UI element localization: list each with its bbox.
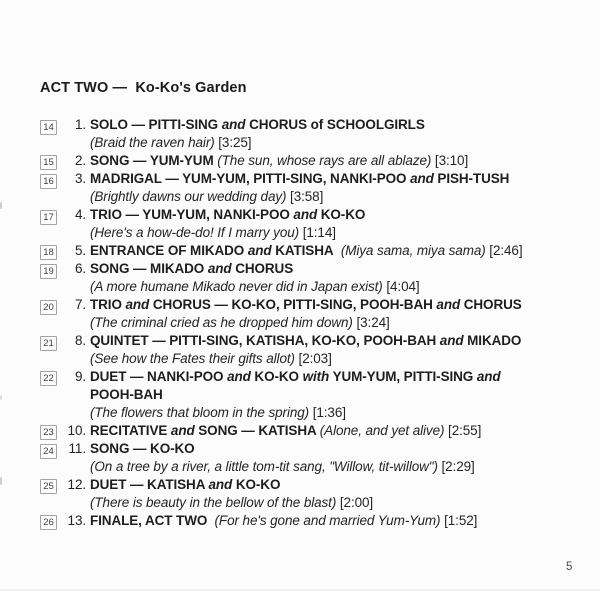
track-title-line [90, 422, 600, 440]
track-subtitle-line [90, 494, 600, 512]
cd-track-number-badge: 14 [40, 120, 57, 135]
track-title-line [90, 512, 600, 530]
track-text [86, 296, 600, 332]
text-segment: (Brightly dawns our wedding day) [90, 189, 287, 205]
text-segment: [1:52] [440, 512, 478, 528]
text-segment: POOH-BAH [90, 386, 163, 402]
cd-index-cell [40, 332, 58, 368]
text-segment: (For he's gone and married Yum-Yum) [207, 512, 441, 528]
cd-track-number-badge: 22 [40, 371, 57, 386]
text-segment: (On a tree by a river, a little tom-tit sang, "Willow, tit-willow") [90, 459, 438, 474]
track-title-line [90, 368, 600, 386]
text-segment: SOLO — PITTI-SING [90, 117, 222, 132]
track-title-line [90, 260, 600, 278]
text-segment: and [227, 368, 251, 384]
cd-index-cell [40, 368, 58, 422]
text-segment: (See how the Fates their gifts allot) [90, 350, 295, 366]
text-segment: [3:24] [352, 315, 390, 331]
text-segment: [3:58] [286, 189, 324, 205]
track-text [86, 440, 600, 476]
cd-track-number-badge: 21 [40, 336, 57, 351]
act-heading: ACT TWO — Ko-Ko's Garden [40, 80, 247, 96]
text-segment: [3:25] [214, 134, 252, 150]
track-subtitle-line [90, 314, 600, 332]
track-text [86, 152, 600, 171]
cd-index-cell [40, 152, 58, 171]
cd-track-number-badge: 26 [40, 515, 57, 530]
cd-index-cell [40, 422, 58, 441]
track-row [0, 116, 600, 152]
text-segment: QUINTET — PITTI-SING, KATISHA, KO-KO, POOH-BAH [90, 333, 440, 349]
track-number: 3. [74, 171, 86, 187]
track-row [0, 368, 600, 422]
track-row [0, 242, 600, 261]
text-segment: and [125, 297, 150, 313]
track-number: 13. [67, 512, 86, 528]
text-segment: (The flowers that bloom in the spring) [90, 404, 310, 420]
track-subtitle-line [90, 386, 600, 404]
text-segment: [3:10] [431, 152, 469, 168]
text-segment: KATISHA [271, 242, 334, 258]
track-row [0, 170, 600, 206]
text-segment: and [293, 207, 318, 223]
text-segment: [1:36] [309, 404, 346, 420]
track-text [86, 476, 600, 512]
track-row [0, 332, 600, 368]
text-segment: [2:03] [294, 350, 332, 366]
track-number: 11. [68, 441, 86, 457]
track-title-line [90, 440, 600, 458]
text-segment: ENTRANCE OF MIKADO [90, 242, 248, 258]
track-row [0, 422, 600, 441]
track-text [86, 206, 600, 242]
track-title-line [90, 170, 600, 188]
text-segment: KO-KO [317, 207, 366, 223]
cd-track-number-badge: 24 [40, 444, 57, 459]
track-subtitle-line [90, 188, 600, 206]
cd-track-number-badge: 18 [40, 245, 57, 260]
text-segment: (A more humane Mikado never did in Japan exist) [90, 279, 383, 295]
track-text [86, 170, 600, 206]
text-segment: CHORUS [460, 297, 522, 313]
track-row [0, 440, 600, 476]
track-text [86, 368, 600, 422]
text-segment: [2:00] [336, 494, 374, 510]
track-number: 10. [67, 422, 86, 438]
cd-track-number-badge: 25 [40, 479, 57, 494]
scan-artifact [0, 202, 2, 209]
track-subtitle-line [90, 134, 600, 152]
track-subtitle-line [90, 278, 600, 296]
track-row [0, 260, 600, 296]
track-number: 2. [74, 152, 86, 168]
text-segment: SONG — KO-KO [90, 441, 195, 457]
text-segment: CHORUS [231, 261, 294, 277]
track-subtitle-line [90, 350, 600, 368]
track-subtitle-line [90, 404, 600, 422]
track-number: 8. [74, 333, 86, 349]
text-segment: and [439, 333, 464, 349]
text-segment: and [221, 117, 246, 132]
text-segment: CHORUS of SCHOOLGIRLS [245, 117, 425, 132]
cd-track-number-badge: 16 [40, 174, 57, 189]
text-segment: RECITATIVE [90, 422, 171, 438]
text-segment: and [476, 368, 501, 384]
text-segment: and [410, 171, 434, 187]
text-segment: (Here's a how-de-do! If I marry you) [90, 225, 300, 241]
page-number: 5 [566, 561, 573, 573]
text-segment: [2:55] [444, 422, 482, 438]
cd-index-cell [40, 206, 58, 242]
track-row [0, 296, 600, 332]
track-number: 6. [74, 261, 86, 277]
text-segment: [1:14] [299, 225, 336, 241]
text-segment: (There is beauty in the bellow of the blast) [90, 494, 337, 510]
track-number: 5. [74, 242, 86, 258]
track-list [0, 116, 600, 530]
text-segment: (Braid the raven hair) [90, 134, 215, 150]
track-title-line [90, 332, 600, 350]
cd-index-cell [40, 440, 58, 476]
track-row [0, 152, 600, 171]
cd-index-cell [40, 296, 58, 332]
text-segment: (The criminal cried as he dropped him down) [90, 315, 353, 331]
text-segment: MIKADO [463, 333, 522, 349]
track-title-line [90, 152, 600, 170]
track-text [86, 242, 600, 261]
text-segment: KO-KO [250, 368, 303, 384]
text-segment: SONG — KATISHA [194, 422, 320, 438]
track-row [0, 512, 600, 531]
text-segment: and [436, 297, 461, 313]
track-row [0, 476, 600, 512]
cd-track-number-badge: 23 [40, 425, 57, 440]
scan-artifact [0, 477, 2, 485]
text-segment: FINALE, ACT TWO [90, 512, 208, 528]
track-text [86, 512, 600, 531]
text-segment: [4:04] [382, 279, 420, 295]
text-segment: [2:29] [437, 459, 475, 474]
cd-index-cell [40, 242, 58, 261]
cd-index-cell [40, 476, 58, 512]
text-segment: YUM-YUM, PITTI-SING [329, 368, 477, 384]
track-text [86, 116, 600, 152]
track-row [0, 206, 600, 242]
cd-index-cell [40, 260, 58, 296]
track-title-line [90, 296, 600, 314]
track-number: 1. [74, 117, 86, 132]
text-segment: MADRIGAL — YUM-YUM, PITTI-SING, NANKI-POO [90, 171, 411, 187]
text-segment: and [208, 476, 233, 492]
cd-index-cell [40, 512, 58, 531]
text-segment: (The sun, whose rays are all ablaze) [217, 152, 432, 168]
text-segment: (Alone, and yet alive) [319, 422, 445, 438]
track-number: 7. [74, 297, 86, 313]
track-number: 4. [74, 207, 86, 223]
text-segment: and [170, 422, 195, 438]
track-text [86, 332, 600, 368]
text-segment: PISH-TUSH [433, 171, 510, 187]
track-subtitle-line [90, 224, 600, 242]
text-segment: [2:46] [485, 242, 523, 258]
cd-track-number-badge: 19 [40, 264, 57, 279]
text-segment: CHORUS — KO-KO, PITTI-SING, POOH-BAH [149, 297, 437, 313]
text-segment: DUET — NANKI-POO [90, 368, 228, 384]
track-text [86, 422, 600, 441]
track-title-line [90, 476, 600, 494]
text-segment: SONG — YUM-YUM [90, 152, 218, 168]
text-segment: TRIO — YUM-YUM, NANKI-POO [90, 207, 294, 223]
cd-index-cell [40, 170, 58, 206]
text-segment: and [247, 242, 272, 258]
text-segment: DUET — KATISHA [90, 476, 209, 492]
track-number: 9. [74, 368, 86, 384]
track-title-line [90, 206, 600, 224]
cd-track-number-badge: 20 [40, 300, 57, 315]
text-segment: (Miya sama, miya sama) [333, 242, 486, 258]
text-segment: TRIO [90, 297, 126, 313]
scan-artifact [0, 395, 2, 400]
track-subtitle-line [90, 458, 600, 476]
text-segment: with [302, 368, 330, 384]
text-segment: SONG — MIKADO [90, 261, 208, 277]
track-text [86, 260, 600, 296]
track-title-line [90, 242, 600, 260]
track-title-line [90, 116, 600, 134]
cd-track-number-badge: 15 [40, 155, 57, 170]
cd-index-cell [40, 116, 58, 152]
track-number: 12. [67, 476, 86, 492]
cd-track-number-badge: 17 [40, 210, 57, 225]
text-segment: and [207, 261, 232, 277]
text-segment: KO-KO [232, 476, 281, 492]
